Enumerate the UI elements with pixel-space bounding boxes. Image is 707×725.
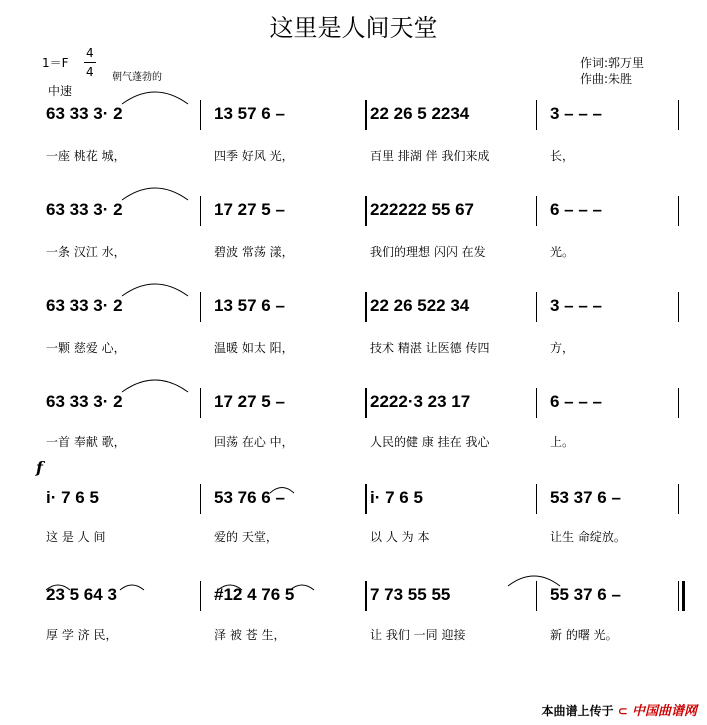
expression-marking: 朝气蓬勃的 xyxy=(112,72,162,83)
tempo-marking: 中速 xyxy=(48,84,73,98)
measure-notes: 2222·3 23 17 xyxy=(370,392,471,411)
measure-lyrics: 温暖 如太 阳， xyxy=(214,341,294,355)
measure-lyrics: 百里 排湖 伴 我们来成 xyxy=(370,149,490,163)
measure-lyrics: 一首 奉献 歌， xyxy=(46,435,126,449)
slur-arc xyxy=(122,284,188,296)
measure-lyrics: 让生 命绽放。 xyxy=(550,530,626,544)
measure-notes: 13 57 6 – xyxy=(214,104,285,123)
measure-notes: 63 33 3· 2 xyxy=(46,200,123,219)
key-signature: 1＝F xyxy=(42,56,69,70)
measure-notes: 7 73 55 55 xyxy=(370,585,451,604)
site-logo-icon: ⊂ xyxy=(617,704,628,718)
measure-notes: 13 57 6 – xyxy=(214,296,285,315)
measure-notes: i· 7 6 5 xyxy=(46,488,99,507)
measure-lyrics: 以 人 为 本 xyxy=(370,530,430,544)
slur-arc xyxy=(120,585,144,590)
measure-notes: 63 33 3· 2 xyxy=(46,392,123,411)
page-title: 这里是人间天堂 xyxy=(269,14,438,42)
measure-lyrics: 让 我们 一同 迎接 xyxy=(370,628,466,642)
footer xyxy=(542,700,697,719)
slur-arc xyxy=(46,585,70,590)
measure-notes: 22 26 5 2234 xyxy=(370,104,470,123)
measure-notes: 3 – – – xyxy=(550,296,602,315)
measure-notes: 53 37 6 – xyxy=(550,488,621,507)
measure-lyrics: 这 是 人 间 xyxy=(46,530,106,544)
measure-lyrics: 爱的 天堂， xyxy=(214,530,278,544)
measure-lyrics: 一颗 慈爱 心， xyxy=(46,341,126,355)
measure-lyrics: 一座 桃花 城， xyxy=(46,149,126,163)
measure-notes: i· 7 6 5 xyxy=(370,488,423,507)
slur-arc xyxy=(218,585,242,590)
footer-text: 本曲谱上传于 xyxy=(541,704,614,718)
composer-credit: 作曲:朱胜 xyxy=(580,72,633,86)
dynamic-marking: f xyxy=(36,458,43,477)
measure-notes: 6 – – – xyxy=(550,200,602,219)
measure-lyrics: 方， xyxy=(550,341,575,355)
measure-lyrics: 一条 汉江 水， xyxy=(46,245,126,259)
measure-lyrics: 人民的健 康 挂在 我心 xyxy=(370,435,490,449)
measure-notes: 222222 55 67 xyxy=(370,200,474,219)
lyricist-credit: 作词:郭万里 xyxy=(580,56,645,70)
measure-notes: 3 – – – xyxy=(550,104,602,123)
measure-notes: 22 26 522 34 xyxy=(370,296,470,315)
measure-lyrics: 技术 精湛 让医德 传四 xyxy=(370,341,490,355)
measure-notes: 55 37 6 – xyxy=(550,585,621,604)
measure-notes: 23 5 64 3 xyxy=(46,585,117,604)
measure-lyrics: 长， xyxy=(550,149,575,163)
slur-arc xyxy=(508,576,560,586)
slur-arc xyxy=(122,380,188,392)
time-signature-bottom: 4 xyxy=(86,65,94,79)
measure-lyrics: 碧波 常荡 漾， xyxy=(214,245,294,259)
footer-brand: 中国曲谱网 xyxy=(631,704,697,719)
measure-lyrics: 回荡 在心 中， xyxy=(214,435,294,449)
measure-lyrics: 厚 学 济 民， xyxy=(46,628,118,642)
measure-notes: 63 33 3· 2 xyxy=(46,104,123,123)
slur-arc xyxy=(290,585,314,590)
measure-notes: 63 33 3· 2 xyxy=(46,296,123,315)
measure-lyrics: 我们的理想 闪闪 在发 xyxy=(370,245,486,259)
measure-lyrics: 上。 xyxy=(550,435,575,449)
slur-arc xyxy=(122,92,188,104)
measure-notes: #12 4 76 5 xyxy=(214,585,295,604)
measure-lyrics: 四季 好风 光， xyxy=(214,149,294,163)
measure-lyrics: 光。 xyxy=(550,245,575,259)
measure-notes: 6 – – – xyxy=(550,392,602,411)
slur-arc xyxy=(270,488,294,494)
measure-notes: 53 76 6 – xyxy=(214,488,285,507)
measure-notes: 17 27 5 – xyxy=(214,392,285,411)
slur-arc xyxy=(122,188,188,200)
measure-lyrics: 新 的曙 光。 xyxy=(550,628,618,642)
time-signature-top: 4 xyxy=(86,46,94,60)
measure-lyrics: 泽 被 苍 生， xyxy=(214,628,286,642)
measure-notes: 17 27 5 – xyxy=(214,200,285,219)
